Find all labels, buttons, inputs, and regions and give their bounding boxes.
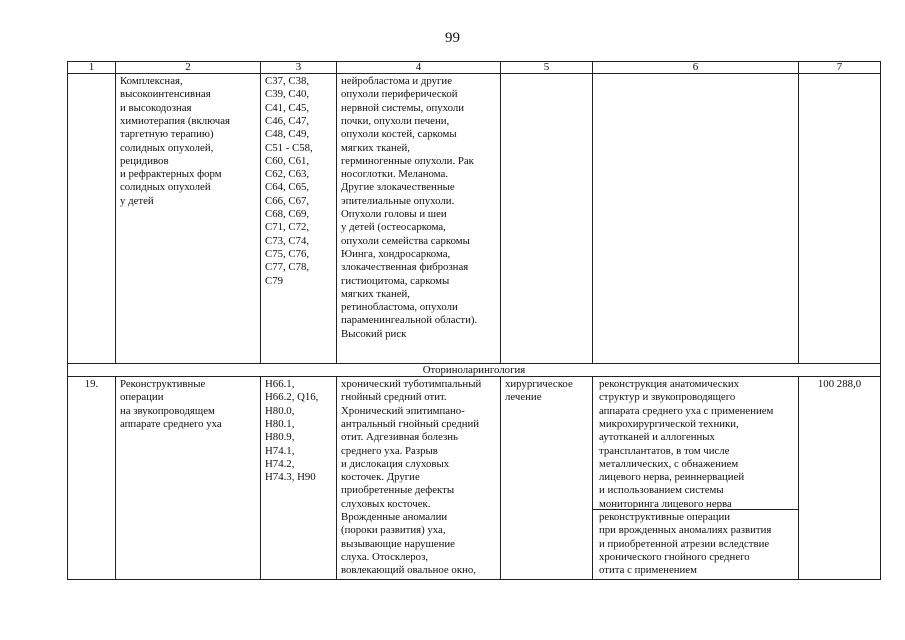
column-header-1: 1 [68, 62, 116, 74]
medical-procedures-table [67, 61, 881, 580]
table-row [68, 377, 881, 580]
row-number: 19. [84, 378, 99, 391]
treatment-type: хирургическое лечение [505, 378, 573, 404]
diagnosis-cell [337, 377, 501, 580]
cost-value: 100 288,0 [817, 378, 862, 391]
column-number-row [68, 62, 881, 74]
column-header-7: 7 [799, 62, 881, 74]
table-row [68, 74, 881, 364]
column-header-5: 5 [501, 62, 593, 74]
icd-codes-cell [261, 74, 337, 364]
column-header-4: 4 [337, 62, 501, 74]
icd-codes: H66.1, H66.2, Q16, H80.0, H80.1, H80.9, H74.1, H74.2, H74.3, H90 [265, 378, 319, 484]
procedure-name: Реконструктивные операции на звукопроводящем аппарате среднего уха [120, 378, 222, 430]
procedure-name-cell [116, 74, 261, 364]
column-header-3: 3 [261, 62, 337, 74]
treatment-method-primary: реконструкция анатомических структур и звукопроводящего аппарата среднего уха с применением микрохирургической техники, аутотканей и аллогенных трансплантатов, в том числе металлических, с обнажением лицевого нерва, реиннервацией и использованием системы мониторинга лицевого нерва [593, 377, 798, 510]
treatment-method-cell [593, 74, 799, 364]
column-header-2: 2 [116, 62, 261, 74]
diagnosis-text: нейробластома и другие опухоли периферической нервной системы, опухоли почки, опухоли печени, опухоли костей, саркомы мягких тканей, герминогенные опухоли. Рак носоглотки. Меланома. Другие злокачественные эпителиальные опухоли. Опухоли головы и шеи у детей (остеосаркома, опухоли семейства саркомы Юинга, хондросаркома, злокачественная фиброзная гистиоцитома, саркомы мягких тканей, ретинобластома, опухоли параменингеальной области). Высокий риск [341, 75, 478, 340]
icd-codes-cell [261, 377, 337, 580]
cost-cell [799, 377, 881, 580]
procedure-name-cell [116, 377, 261, 580]
treatment-type-cell [501, 377, 593, 580]
cost-cell [799, 74, 881, 364]
page-number: 99 [445, 30, 460, 46]
row-number-cell [68, 377, 116, 580]
treatment-method-cell [593, 377, 799, 580]
section-row [68, 364, 881, 377]
icd-codes: C37, C38, C39, C40, C41, C45, C46, C47, C48, C49, C51 - C58, C60, C61, C62, C63, C64, C65, C66, C67, C68, C69, C71, C72, C73, C74, C75, C76, C77, C78, C79 [265, 75, 313, 287]
column-header-6: 6 [593, 62, 799, 74]
procedure-name: Комплексная, высокоинтенсивная и высокодозная химиотерапия (включая таргетную терапию) солидных опухолей, рецидивов и рефрактерных форм солидных опухолей у детей [120, 75, 230, 207]
diagnosis-text: хронический туботимпальный гнойный средний отит. Хронический эпитимпано- антральный гнойный средний отит. Адгезивная болезнь среднего уха. Разрыв и дислокация слуховых косточек. Другие приобретенные дефекты слуховых косточек. Врожденные аномалии (пороки развития) уха, вызывающие нарушение слуха. Отосклероз, вовлекающий овальное окно, [341, 378, 482, 577]
treatment-method-secondary: реконструктивные операции при врожденных аномалиях развития и приобретенной атрезии вследствие хронического гнойного среднего отита с применением [599, 511, 772, 577]
diagnosis-cell [337, 74, 501, 364]
treatment-type-cell [501, 74, 593, 364]
section-title: Оториноларингология [68, 364, 881, 377]
row-number-cell [68, 74, 116, 364]
